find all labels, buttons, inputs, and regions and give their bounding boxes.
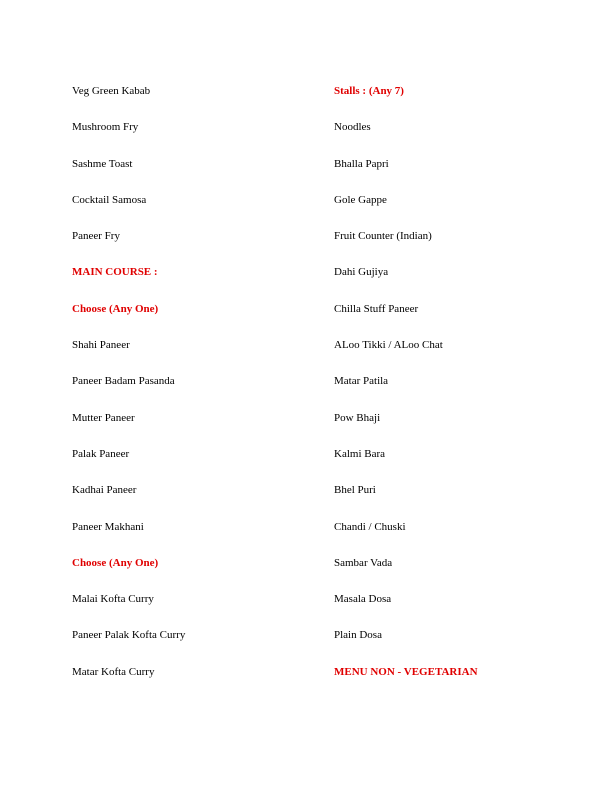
menu-item-gole-gappe: Gole Gappe — [334, 193, 387, 206]
menu-item-matar-patila: Matar Patila — [334, 375, 389, 388]
menu-item-paneer-palak-kofta-curry: Paneer Palak Kofta Curry — [72, 629, 186, 642]
menu-item-palak-paneer: Palak Paneer — [72, 447, 130, 460]
right-menu-column — [334, 82, 594, 699]
menu-item-plain-dosa: Plain Dosa — [334, 629, 382, 642]
menu-heading-choose-any-one: Choose (Any One) — [72, 302, 159, 315]
menu-item-pow-bhaji: Pow Bhaji — [334, 411, 381, 424]
menu-item-masala-dosa: Masala Dosa — [334, 593, 392, 606]
menu-item-noodles: Noodles — [334, 121, 371, 134]
menu-item-mutter-paneer: Mutter Paneer — [72, 411, 135, 424]
menu-item-chandi-chuski: Chandi / Chuski — [334, 520, 406, 533]
menu-item-cocktail-samosa: Cocktail Samosa — [72, 193, 147, 206]
menu-item-kalmi-bara: Kalmi Bara — [334, 447, 386, 460]
menu-item-sashme-toast: Sashme Toast — [72, 157, 133, 170]
menu-item-paneer-fry: Paneer Fry — [72, 230, 120, 243]
menu-item-paneer-makhani: Paneer Makhani — [72, 520, 144, 533]
menu-heading-stalls-any-7: Stalls : (Any 7) — [334, 85, 404, 97]
menu-item-dahi-gujiya: Dahi Gujiya — [334, 266, 389, 279]
menu-item-bhalla-papri: Bhalla Papri — [334, 157, 389, 170]
menu-item-bhel-puri: Bhel Puri — [334, 484, 376, 497]
menu-item-malai-kofta-curry: Malai Kofta Curry — [72, 593, 154, 606]
menu-item-aloo-tikki-aloo-chat: ALoo Tikki / ALoo Chat — [334, 339, 443, 352]
left-menu-column — [72, 82, 332, 699]
menu-heading-choose-any-one: Choose (Any One) — [72, 556, 159, 569]
menu-item-kadhai-paneer: Kadhai Paneer — [72, 484, 137, 497]
menu-item-shahi-paneer: Shahi Paneer — [72, 339, 130, 352]
menu-item-mushroom-fry: Mushroom Fry — [72, 121, 139, 134]
menu-item-matar-kofta-curry: Matar Kofta Curry — [72, 665, 155, 678]
menu-item-chilla-stuff-paneer: Chilla Stuff Paneer — [334, 302, 419, 315]
menu-heading-main-course: MAIN COURSE : — [72, 266, 158, 279]
menu-item-veg-green-kabab: Veg Green Kabab — [72, 85, 151, 97]
menu-item-fruit-counter-indian: Fruit Counter (Indian) — [334, 230, 432, 243]
menu-item-paneer-badam-pasanda: Paneer Badam Pasanda — [72, 375, 175, 388]
menu-heading-menu-non-vegetarian: MENU NON - VEGETARIAN — [334, 665, 478, 678]
menu-item-sambar-vada: Sambar Vada — [334, 556, 393, 569]
